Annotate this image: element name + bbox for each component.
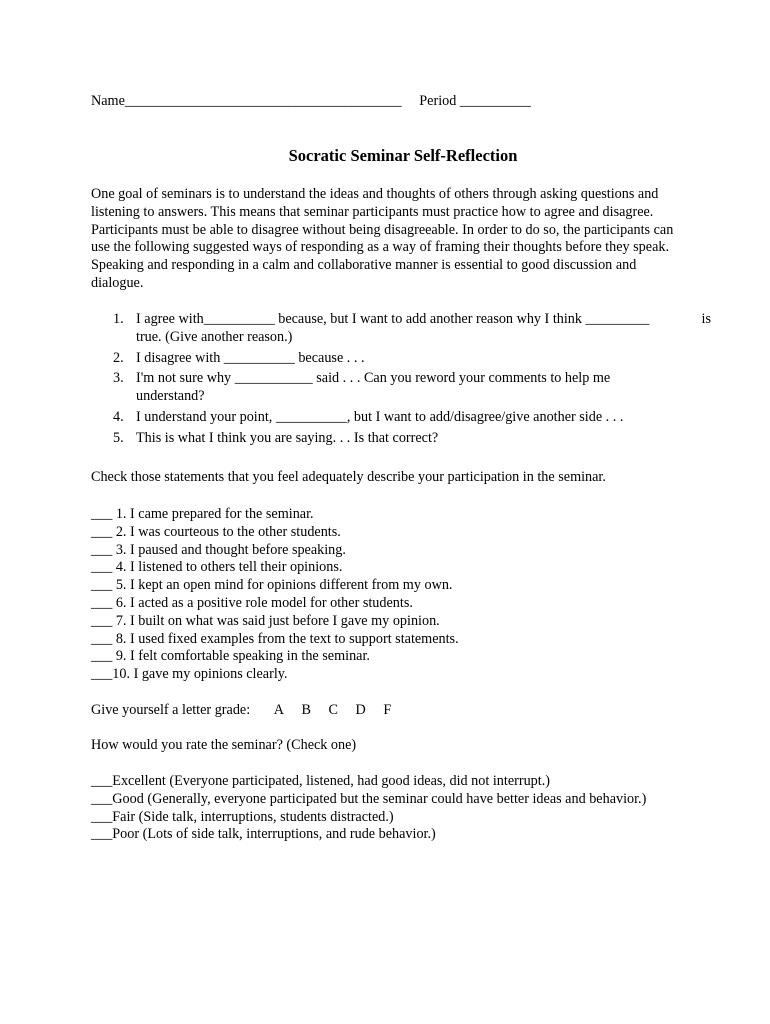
intro-paragraph bbox=[91, 186, 711, 293]
response-text: This is what I think you are saying. . . Is that correct? bbox=[136, 429, 439, 446]
name-blank[interactable]: _______________________________________ bbox=[124, 93, 402, 109]
checklist-item[interactable]: ___ 1. I came prepared for the seminar. bbox=[91, 506, 314, 522]
grade-option-b[interactable]: B bbox=[301, 702, 311, 718]
rating-option-fair[interactable]: ___Fair (Side talk, interruptions, students distracted.) bbox=[91, 808, 394, 825]
period-label: Period bbox=[419, 93, 457, 109]
intro-line: listening to answers. This means that seminar participants must practice how to agree and disagree. bbox=[91, 203, 654, 220]
grade-option-c[interactable]: C bbox=[328, 702, 338, 718]
response-stem-3 bbox=[91, 370, 711, 406]
rating-question: How would you rate the seminar? (Check one) bbox=[91, 737, 357, 753]
list-number: 1. bbox=[113, 311, 124, 327]
response-stem-2 bbox=[91, 350, 711, 368]
response-text-end: is bbox=[701, 311, 711, 327]
rating-option-excellent[interactable]: ___Excellent (Everyone participated, listened, had good ideas, did not interrupt.) bbox=[91, 773, 550, 789]
name-period-row bbox=[91, 93, 531, 111]
checklist-item[interactable]: ___ 4. I listened to others tell their opinions. bbox=[91, 559, 343, 576]
response-text-cont: true. (Give another reason.) bbox=[136, 328, 293, 345]
rating-option-poor[interactable]: ___Poor (Lots of side talk, interruptions, and rude behavior.) bbox=[91, 826, 436, 843]
list-number: 2. bbox=[113, 349, 124, 366]
self-assessment-checklist bbox=[91, 506, 459, 684]
grade-option-d[interactable]: D bbox=[355, 702, 366, 718]
page-title: Socratic Seminar Self-Reflection bbox=[288, 146, 518, 165]
checklist-item[interactable]: ___ 2. I was courteous to the other students. bbox=[91, 523, 341, 540]
checklist-instructions: Check those statements that you feel adequately describe your participation in the seminar. bbox=[91, 469, 606, 485]
rating-option-good[interactable]: ___Good (Generally, everyone participated but the seminar could have better ideas and behavior.) bbox=[91, 790, 647, 807]
intro-line: Participants must be able to disagree without being disagreeable. In order to do so, the participants can bbox=[91, 221, 674, 238]
list-number: 3. bbox=[113, 370, 124, 387]
checklist-item[interactable]: ___ 7. I built on what was said just before I gave my opinion. bbox=[91, 612, 440, 629]
grade-option-f[interactable]: F bbox=[383, 702, 392, 718]
checklist-item[interactable]: ___ 6. I acted as a positive role model for other students. bbox=[91, 594, 413, 611]
list-number: 5. bbox=[113, 429, 124, 446]
intro-line: Speaking and responding in a calm and collaborative manner is essential to good discussion and bbox=[91, 257, 637, 274]
response-text: I'm not sure why ___________ said . . . Can you reword your comments to help me bbox=[136, 370, 611, 387]
response-stem-4 bbox=[91, 409, 711, 427]
response-text-cont: understand? bbox=[136, 388, 205, 405]
response-text: I understand your point, __________, but I want to add/disagree/give another side . . . bbox=[136, 408, 624, 425]
response-stems-list bbox=[91, 311, 711, 451]
checklist-item[interactable]: ___ 8. I used fixed examples from the text to support statements. bbox=[91, 630, 459, 647]
seminar-rating-options bbox=[91, 773, 646, 844]
grade-option-a[interactable]: A bbox=[273, 702, 284, 718]
period-blank[interactable]: __________ bbox=[459, 93, 531, 109]
letter-grade-row bbox=[91, 702, 391, 720]
checklist-item[interactable]: ___10. I gave my opinions clearly. bbox=[91, 666, 288, 683]
name-label: Name bbox=[91, 93, 125, 109]
intro-line: One goal of seminars is to understand the ideas and thoughts of others through asking questions and bbox=[91, 186, 659, 202]
list-number: 4. bbox=[113, 408, 124, 425]
response-text: I agree with__________ because, but I want to add another reason why I think _________ bbox=[136, 311, 650, 327]
response-stem-1 bbox=[91, 311, 711, 347]
intro-line: dialogue. bbox=[91, 274, 144, 291]
checklist-item[interactable]: ___ 9. I felt comfortable speaking in the seminar. bbox=[91, 648, 370, 665]
grade-label: Give yourself a letter grade: bbox=[91, 702, 251, 718]
intro-line: use the following suggested ways of responding as a way of framing their thoughts before they speak. bbox=[91, 239, 670, 256]
checklist-item[interactable]: ___ 5. I kept an open mind for opinions different from my own. bbox=[91, 577, 453, 594]
response-stem-5 bbox=[91, 430, 711, 448]
response-text: I disagree with __________ because . . . bbox=[136, 349, 365, 366]
checklist-item[interactable]: ___ 3. I paused and thought before speaking. bbox=[91, 541, 346, 558]
